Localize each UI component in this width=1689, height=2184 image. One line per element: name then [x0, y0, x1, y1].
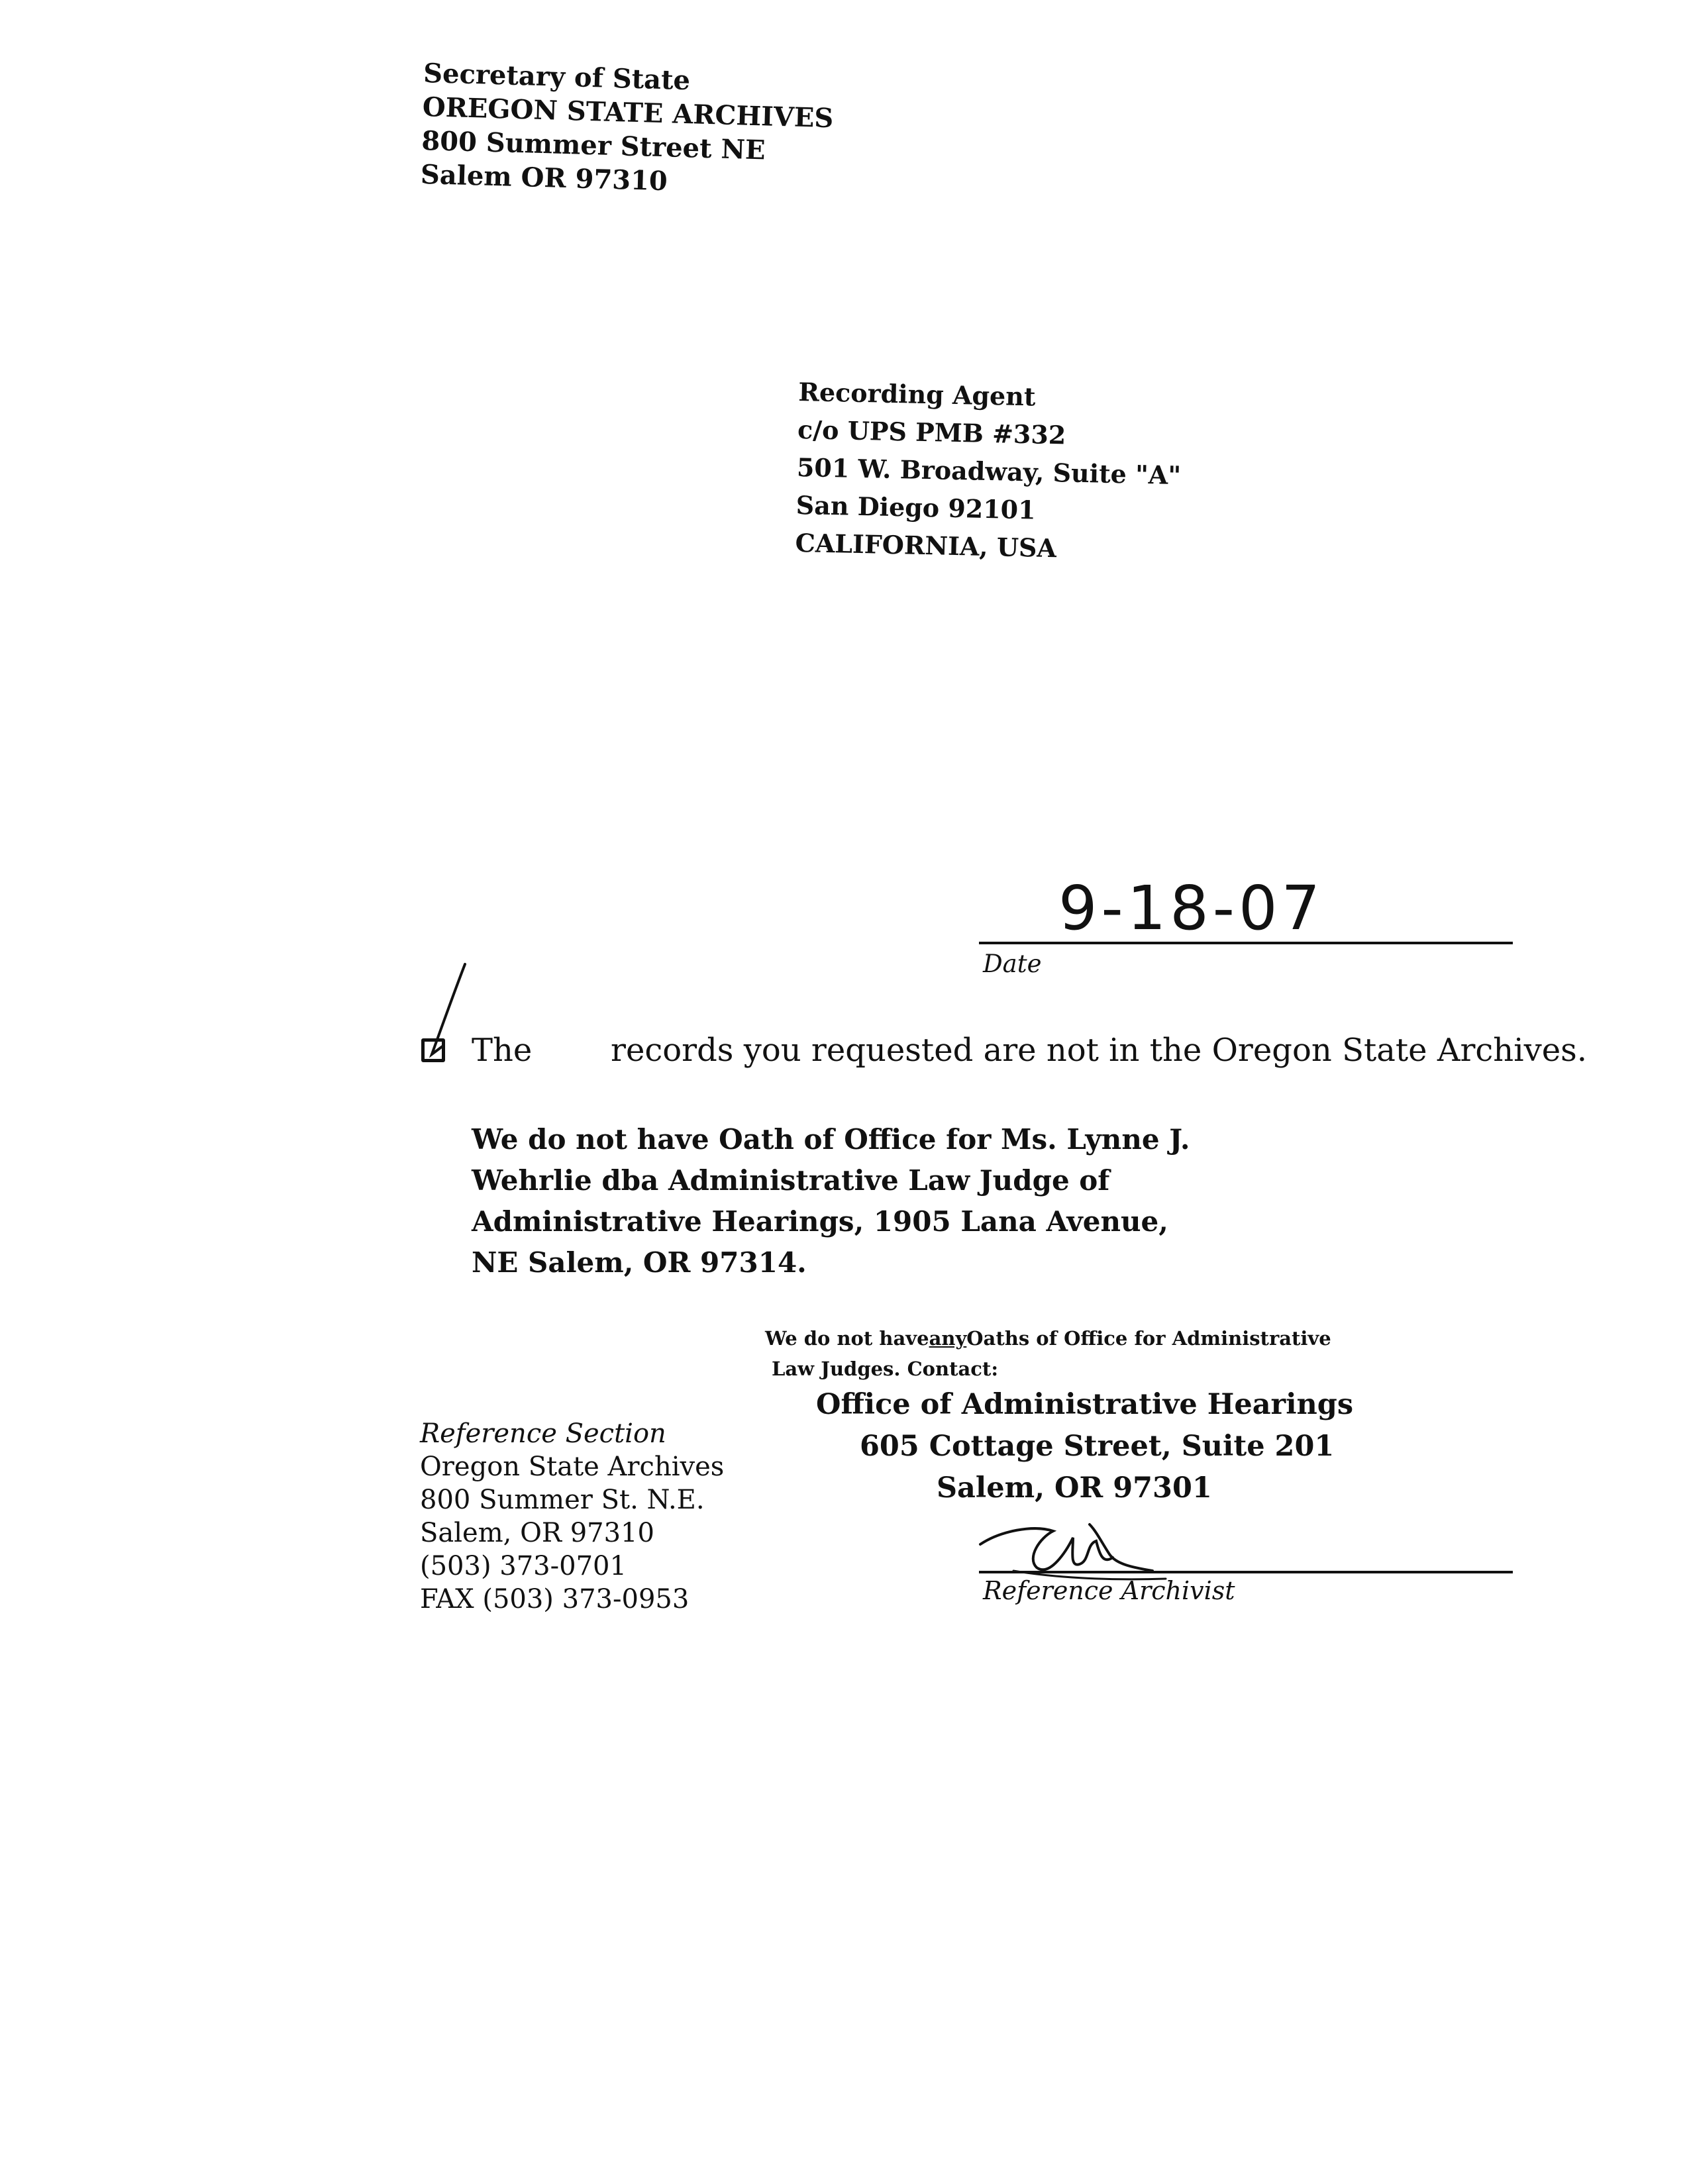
contact-line: 605 Cottage Street, Suite 201	[860, 1430, 1335, 1463]
note-line: Administrative Hearings, 1905 Lana Avenue,	[472, 1205, 1168, 1238]
small-note	[765, 1323, 1331, 1384]
reference-section	[420, 1417, 724, 1616]
small-note-line-1	[765, 1323, 1331, 1354]
note-line: NE Salem, OR 97314.	[472, 1246, 807, 1279]
recipient-line: San Diego 92101	[795, 489, 1037, 525]
handwritten-checkmark-icon	[417, 962, 470, 1061]
small-note-before: We do not have	[765, 1327, 929, 1350]
reference-line: (503) 373-0701	[420, 1551, 627, 1581]
recipient-address	[795, 373, 1183, 570]
reference-title: Reference Section	[420, 1418, 666, 1449]
handwritten-date: 9-18-07	[1058, 873, 1325, 944]
reference-line: Oregon State Archives	[420, 1452, 725, 1482]
recipient-line: 501 W. Broadway, Suite "A"	[796, 452, 1182, 491]
contact-line: Salem, OR 97301	[937, 1471, 1212, 1505]
sender-address	[420, 56, 835, 203]
contact-line: Office of Administrative Hearings	[816, 1388, 1354, 1421]
statement-text: records you requested are not in the Oregon State Archives.	[611, 1032, 1587, 1069]
sender-line: Salem OR 97310	[420, 158, 668, 197]
date-label: Date	[983, 950, 1042, 978]
typed-note	[472, 1119, 1190, 1283]
sender-line: OREGON STATE ARCHIVES	[422, 91, 834, 134]
contact-office	[816, 1384, 1353, 1509]
small-note-any: any	[929, 1327, 967, 1350]
small-note-line-2: Law Judges. Contact:	[772, 1358, 999, 1380]
recipient-line: CALIFORNIA, USA	[795, 527, 1057, 564]
statement-the: The	[472, 1032, 533, 1069]
signature-rule	[979, 1571, 1513, 1573]
reference-line: 800 Summer St. N.E.	[420, 1485, 705, 1515]
note-line: We do not have Oath of Office for Ms. Lynne J.	[472, 1123, 1190, 1156]
date-rule	[979, 942, 1513, 944]
note-line: Wehrlie dba Administrative Law Judge of	[472, 1164, 1110, 1197]
reference-line: FAX (503) 373-0953	[420, 1584, 690, 1614]
signature-label: Reference Archivist	[983, 1576, 1235, 1605]
recipient-line: c/o UPS PMB #332	[797, 414, 1066, 450]
sender-line: Secretary of State	[423, 57, 691, 97]
small-note-after: Oaths of Office for Administrative	[966, 1327, 1331, 1350]
reference-line: Salem, OR 97310	[420, 1518, 654, 1548]
sender-line: 800 Summer Street NE	[421, 124, 766, 166]
recipient-line: Recording Agent	[797, 376, 1036, 412]
